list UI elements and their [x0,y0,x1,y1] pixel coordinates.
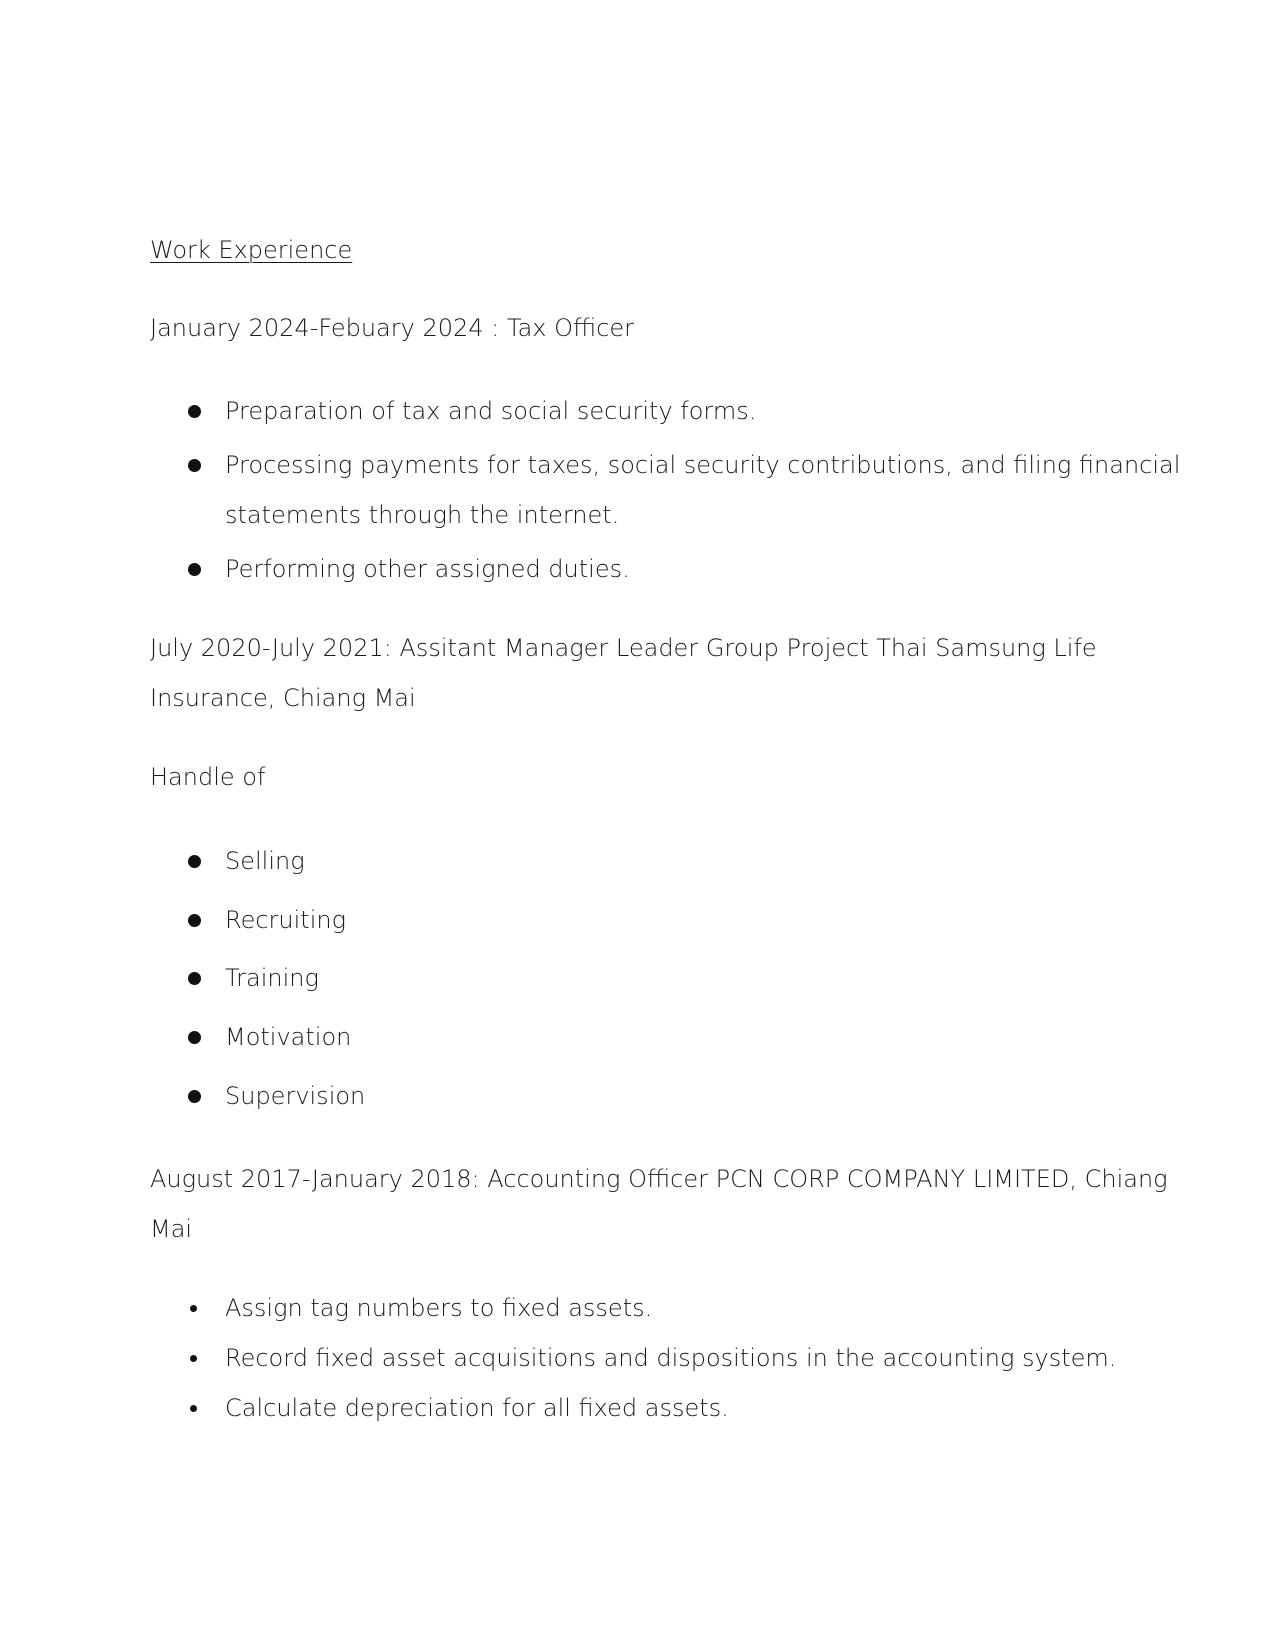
job-title: January 2024-Febuary 2024 : Tax Officer [150,314,635,342]
bullet-icon [188,1090,201,1103]
job-intro: Handle of [150,763,266,791]
list-item [150,396,1150,426]
bullet-icon [188,855,201,868]
bullet-icon [190,1305,197,1312]
bullet-icon [188,1031,201,1044]
job-title-continuation: Insurance, Chiang Mai [150,684,416,712]
list-item [150,846,1150,876]
job-title: July 2020-July 2021: Assitant Manager Leader Group Project Thai Samsung Life [150,634,1097,662]
bullet-icon [190,1355,197,1362]
list-item [150,554,1150,584]
list-item-text: Recruiting [225,906,346,934]
list-item-text: Calculate depreciation for all fixed assets. [225,1394,729,1422]
list-item-text: Processing payments for taxes, social security contributions, and filing financial [225,451,1181,479]
list-item [150,1393,1150,1423]
job-title: August 2017-January 2018: Accounting Officer PCN CORP COMPANY LIMITED, Chiang [150,1165,1168,1193]
bullet-icon [190,1405,197,1412]
bullet-icon [188,563,201,576]
section-title: Work Experience [150,236,353,264]
list-item [150,1343,1150,1373]
list-item-text: Supervision [225,1082,366,1110]
list-item-continuation [150,500,1150,530]
list-item-text: Record fixed asset acquisitions and dispositions in the accounting system. [225,1344,1117,1372]
list-item [150,963,1150,993]
list-item-text: Selling [225,847,305,875]
bullet-icon [188,405,201,418]
list-item [150,450,1181,480]
bullet-icon [188,459,201,472]
job-title-continuation: Mai [150,1215,193,1243]
list-item-text: Performing other assigned duties. [225,555,630,583]
bullet-icon [188,914,201,927]
list-item-text: Training [225,964,319,992]
bullet-icon [188,972,201,985]
list-item [150,1293,1150,1323]
list-item [150,905,1150,935]
list-item [150,1022,1150,1052]
list-item-text: Motivation [225,1023,352,1051]
list-item-text: statements through the internet. [225,501,620,529]
list-item-text: Assign tag numbers to fixed assets. [225,1294,653,1322]
list-item-text: Preparation of tax and social security forms. [225,397,757,425]
list-item [150,1081,1150,1111]
